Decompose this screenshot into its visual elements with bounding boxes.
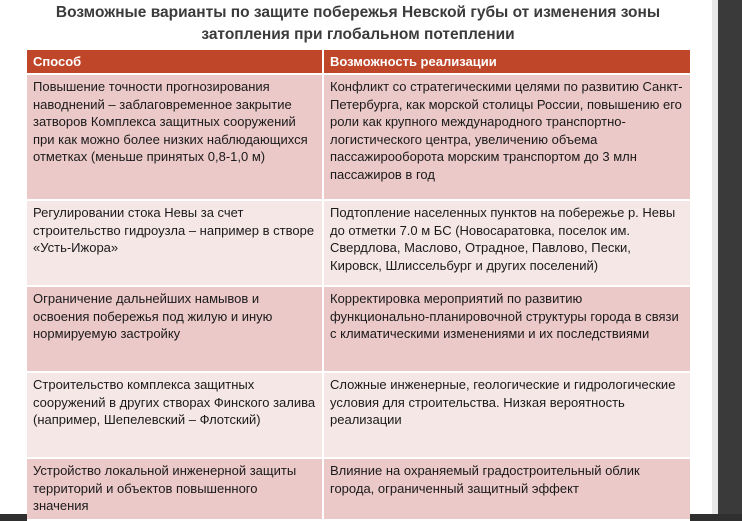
cell-method: Регулировании стока Невы за счет строительство гидроузла – например в створе «Усть-Ижора» xyxy=(27,200,323,286)
table-row xyxy=(27,286,690,372)
slide-title xyxy=(18,2,698,46)
protection-options-table xyxy=(27,50,690,521)
table-row xyxy=(27,458,690,520)
cell-method: Строительство комплекса защитных сооружений в других створах Финского залива (например, Шепелевский – Флотский) xyxy=(27,372,323,458)
table-row xyxy=(27,74,690,200)
table-row xyxy=(27,200,690,286)
cell-feasibility: Влияние на охраняемый градостроительный облик города, ограниченный защитный эффект xyxy=(323,458,690,520)
cell-method: Устройство локальной инженерной защиты территорий и объектов повышенного значения xyxy=(27,458,323,520)
header-feasibility: Возможность реализации xyxy=(323,50,690,74)
cell-method: Повышение точности прогнозирования наводнений – заблаговременное закрытие затворов Комплекса защитных сооружений при как можно более низких наблюдающихся отметках (меньше принятых 0,8-1,0 м) xyxy=(27,74,323,200)
title-line-2: затопления при глобальном потеплении xyxy=(201,26,515,43)
viewer-edge-strip xyxy=(712,0,718,514)
cell-feasibility: Сложные инженерные, геологические и гидрологические условия для строительства. Низкая вероятность реализации xyxy=(323,372,690,458)
table-row xyxy=(27,372,690,458)
cell-feasibility: Корректировка мероприятий по развитию функционально-планировочной структуры города в связи с климатическими изменениями и их последствиями xyxy=(323,286,690,372)
header-method: Способ xyxy=(27,50,323,74)
cell-method: Ограничение дальнейших намывов и освоения побережья под жилую и иную нормируемую застройку xyxy=(27,286,323,372)
viewer-edge xyxy=(712,0,742,514)
table-header-row xyxy=(27,50,690,74)
cell-feasibility: Подтопление населенных пунктов на побережье р. Невы до отметки 7.0 м БС (Новосаратовка, поселок им. Свердлова, Маслово, Отрадное, Павлово, Пески, Кировск, Шлиссельбург и других поселений) xyxy=(323,200,690,286)
title-line-1: Возможные варианты по защите побережья Невской губы от изменения зоны xyxy=(55,4,661,21)
cell-feasibility: Конфликт со стратегическими целями по развитию Санкт-Петербурга, как морской столицы России, повышению его роли как крупного международного транспортно-логистического центра, увеличению объема пассажирооборота морским транспортом до 3 млн пассажиров в год xyxy=(323,74,690,200)
